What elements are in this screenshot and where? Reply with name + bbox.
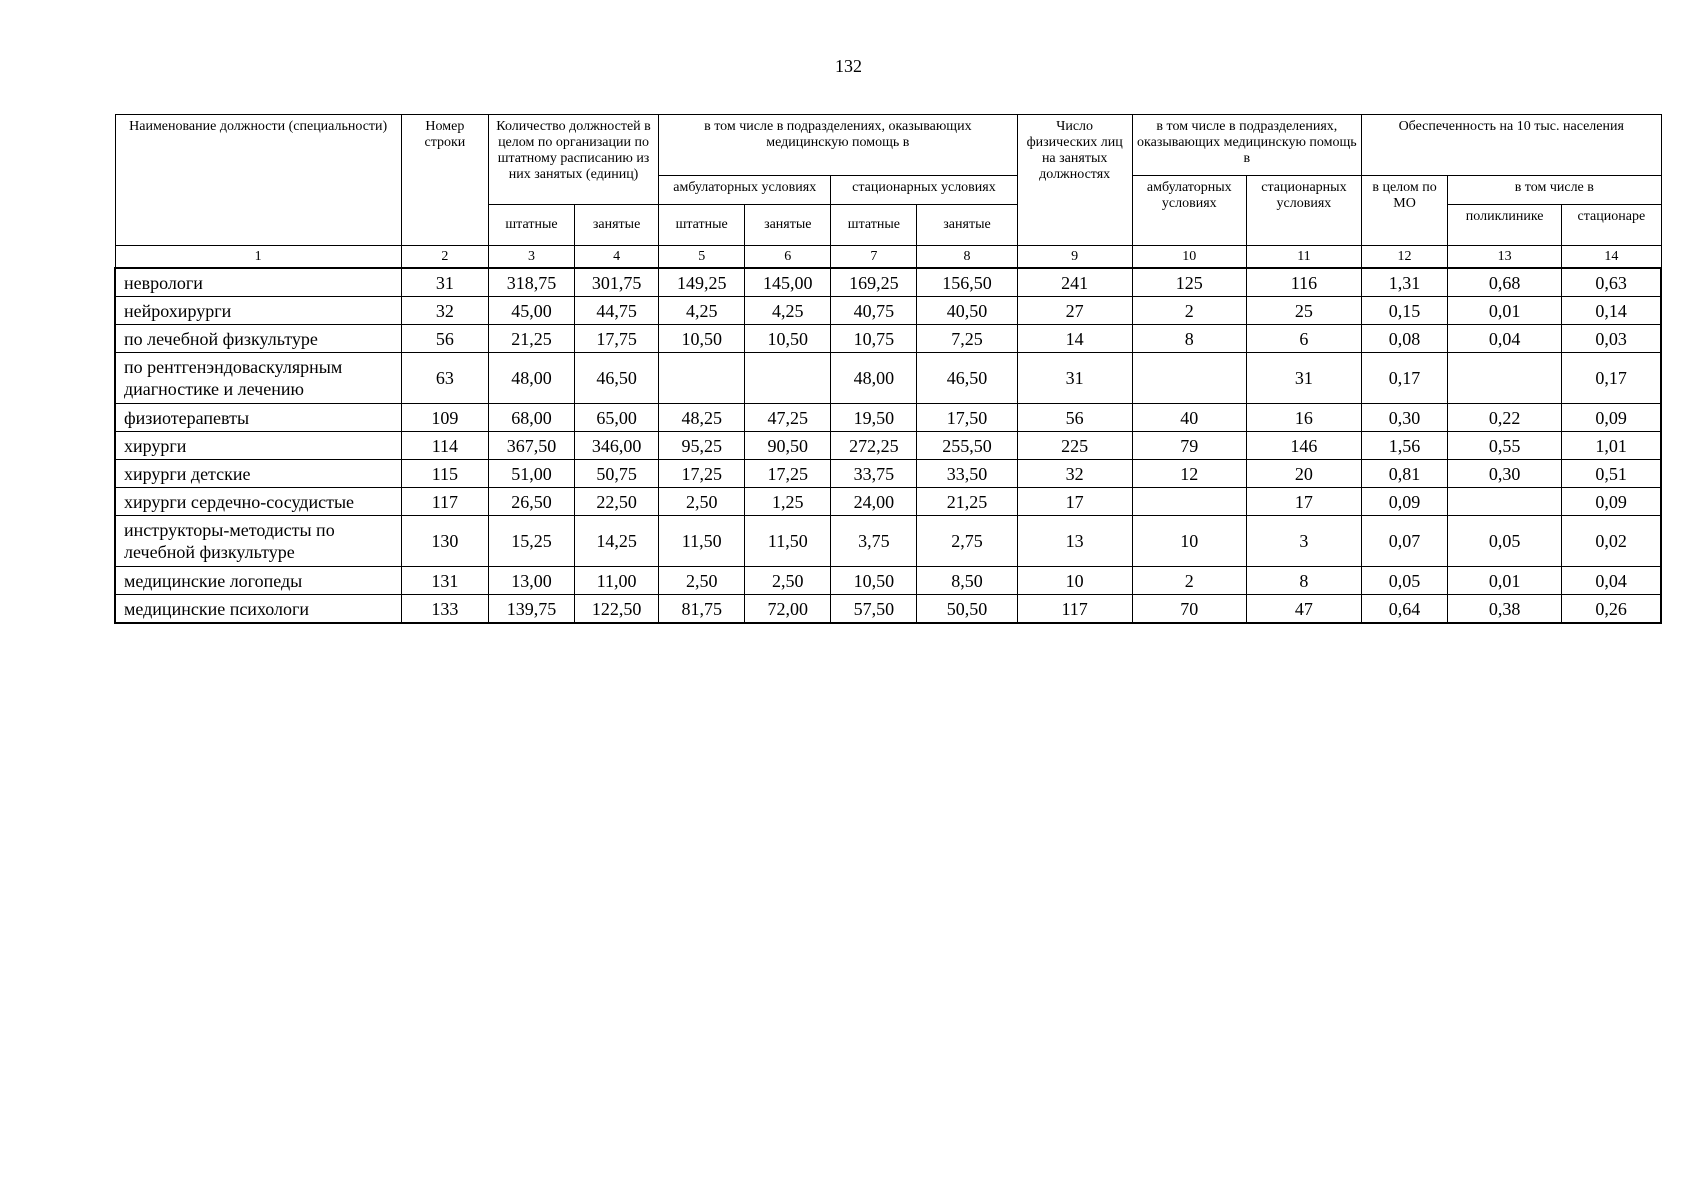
table-cell: 0,51 — [1562, 460, 1661, 488]
table-cell: 130 — [401, 516, 488, 567]
table-cell: 46,50 — [575, 353, 659, 404]
position-name: по рентгенэндоваскулярным диагностике и лечению — [115, 353, 401, 404]
table-cell: 27 — [1017, 297, 1132, 325]
table-cell: 12 — [1132, 460, 1246, 488]
table-cell: 117 — [401, 488, 488, 516]
column-numbers-row — [115, 246, 1661, 269]
table-row — [115, 516, 1661, 567]
table-cell: 17,25 — [745, 460, 831, 488]
table-cell: 301,75 — [575, 268, 659, 297]
table-cell: 0,30 — [1362, 404, 1448, 432]
table-cell: 81,75 — [659, 595, 745, 624]
table-cell: 6 — [1246, 325, 1361, 353]
table-cell: 0,30 — [1448, 460, 1562, 488]
table-cell: 68,00 — [488, 404, 574, 432]
table-cell: 14 — [1017, 325, 1132, 353]
table-cell: 2,50 — [659, 488, 745, 516]
header-occupied-total: занятые — [575, 205, 659, 246]
position-name: инструкторы-методисты по лечебной физкультуре — [115, 516, 401, 567]
table-cell: 72,00 — [745, 595, 831, 624]
column-number: 2 — [401, 246, 488, 269]
column-number: 9 — [1017, 246, 1132, 269]
staffing-table — [114, 114, 1662, 624]
table-cell: 346,00 — [575, 432, 659, 460]
table-cell: 33,75 — [831, 460, 917, 488]
table-cell: 0,09 — [1562, 404, 1661, 432]
table-row — [115, 404, 1661, 432]
table-cell: 1,25 — [745, 488, 831, 516]
header-ambulatory-2: амбулаторных условиях — [1132, 176, 1246, 246]
table-cell: 0,63 — [1562, 268, 1661, 297]
table-cell: 0,01 — [1448, 297, 1562, 325]
table-cell: 48,00 — [488, 353, 574, 404]
table-cell: 0,17 — [1562, 353, 1661, 404]
column-number: 6 — [745, 246, 831, 269]
table-cell: 15,25 — [488, 516, 574, 567]
table-body — [115, 268, 1661, 623]
position-name: хирурги детские — [115, 460, 401, 488]
table-cell: 115 — [401, 460, 488, 488]
table-cell: 16 — [1246, 404, 1361, 432]
position-name: хирурги сердечно-сосудистые — [115, 488, 401, 516]
table-cell: 50,75 — [575, 460, 659, 488]
table-cell: 31 — [1017, 353, 1132, 404]
table-cell: 0,09 — [1562, 488, 1661, 516]
table-cell: 125 — [1132, 268, 1246, 297]
header-staff-stationary: штатные — [831, 205, 917, 246]
header-provision: Обеспеченность на 10 тыс. населения — [1362, 115, 1662, 176]
table-cell: 47 — [1246, 595, 1361, 624]
table-cell: 57,50 — [831, 595, 917, 624]
header-stationary-2: стационарных условиях — [1246, 176, 1361, 246]
table-cell: 22,50 — [575, 488, 659, 516]
table-cell: 367,50 — [488, 432, 574, 460]
table-row — [115, 488, 1661, 516]
table-cell: 0,05 — [1448, 516, 1562, 567]
page-number: 132 — [835, 56, 862, 76]
table-cell: 17 — [1017, 488, 1132, 516]
table-cell: 0,09 — [1362, 488, 1448, 516]
table-cell: 3,75 — [831, 516, 917, 567]
table-cell: 10 — [1017, 567, 1132, 595]
table-cell: 0,05 — [1362, 567, 1448, 595]
table-cell: 169,25 — [831, 268, 917, 297]
table-cell: 139,75 — [488, 595, 574, 624]
table-cell: 133 — [401, 595, 488, 624]
table-cell: 48,25 — [659, 404, 745, 432]
table-cell: 7,25 — [917, 325, 1017, 353]
table-cell: 26,50 — [488, 488, 574, 516]
header-staff-ambulatory: штатные — [659, 205, 745, 246]
table-row — [115, 297, 1661, 325]
table-cell: 0,14 — [1562, 297, 1661, 325]
column-number: 3 — [488, 246, 574, 269]
table-cell: 116 — [1246, 268, 1361, 297]
table-cell: 70 — [1132, 595, 1246, 624]
table-cell: 8 — [1132, 325, 1246, 353]
table-cell: 31 — [401, 268, 488, 297]
table-cell: 0,64 — [1362, 595, 1448, 624]
table-cell: 3 — [1246, 516, 1361, 567]
table-cell: 95,25 — [659, 432, 745, 460]
table-cell: 156,50 — [917, 268, 1017, 297]
table-cell: 0,26 — [1562, 595, 1661, 624]
table-cell: 13 — [1017, 516, 1132, 567]
table-cell: 32 — [1017, 460, 1132, 488]
table-cell: 10,50 — [831, 567, 917, 595]
header-ambulatory: амбулаторных условиях — [659, 176, 831, 205]
column-number: 12 — [1362, 246, 1448, 269]
table-cell: 149,25 — [659, 268, 745, 297]
table-cell: 56 — [401, 325, 488, 353]
table-cell: 47,25 — [745, 404, 831, 432]
table-cell: 1,01 — [1562, 432, 1661, 460]
table-cell: 32 — [401, 297, 488, 325]
table-cell: 51,00 — [488, 460, 574, 488]
header-hospital: стационаре — [1562, 205, 1661, 246]
table-row — [115, 353, 1661, 404]
table-cell: 0,55 — [1448, 432, 1562, 460]
column-number: 1 — [115, 246, 401, 269]
position-name: по лечебной физкультуре — [115, 325, 401, 353]
table-cell — [1448, 488, 1562, 516]
table-cell: 10,50 — [745, 325, 831, 353]
table-cell: 17,75 — [575, 325, 659, 353]
table-cell: 40,75 — [831, 297, 917, 325]
table-cell: 4,25 — [745, 297, 831, 325]
table-cell: 2,75 — [917, 516, 1017, 567]
table-cell: 45,00 — [488, 297, 574, 325]
header-position-name: Наименование должности (специальности) — [115, 115, 401, 246]
table-cell: 122,50 — [575, 595, 659, 624]
table-row — [115, 460, 1661, 488]
position-name: неврологи — [115, 268, 401, 297]
table-cell: 65,00 — [575, 404, 659, 432]
table-cell: 11,00 — [575, 567, 659, 595]
table-cell — [1448, 353, 1562, 404]
table-cell: 0,04 — [1448, 325, 1562, 353]
table-cell: 25 — [1246, 297, 1361, 325]
table-row — [115, 325, 1661, 353]
table-cell: 225 — [1017, 432, 1132, 460]
table-cell: 10,75 — [831, 325, 917, 353]
table-cell: 318,75 — [488, 268, 574, 297]
table-cell: 117 — [1017, 595, 1132, 624]
position-name: нейрохирурги — [115, 297, 401, 325]
column-number: 10 — [1132, 246, 1246, 269]
table-cell: 90,50 — [745, 432, 831, 460]
table-cell: 8 — [1246, 567, 1361, 595]
table-cell: 31 — [1246, 353, 1361, 404]
table-cell — [659, 353, 745, 404]
table-cell: 1,31 — [1362, 268, 1448, 297]
table-cell: 11,50 — [659, 516, 745, 567]
position-name: медицинские логопеды — [115, 567, 401, 595]
position-name: физиотерапевты — [115, 404, 401, 432]
table-cell: 255,50 — [917, 432, 1017, 460]
header-staff-total: штатные — [488, 205, 574, 246]
column-number: 7 — [831, 246, 917, 269]
table-cell: 79 — [1132, 432, 1246, 460]
table-cell: 2,50 — [659, 567, 745, 595]
table-cell: 109 — [401, 404, 488, 432]
table-row — [115, 268, 1661, 297]
table-cell — [745, 353, 831, 404]
table-cell — [1132, 353, 1246, 404]
header-including: в том числе в — [1448, 176, 1661, 205]
column-number: 11 — [1246, 246, 1361, 269]
table-cell: 0,07 — [1362, 516, 1448, 567]
table-cell: 0,81 — [1362, 460, 1448, 488]
table-cell: 0,15 — [1362, 297, 1448, 325]
table-cell: 24,00 — [831, 488, 917, 516]
table-cell: 2 — [1132, 567, 1246, 595]
table-cell: 20 — [1246, 460, 1361, 488]
table-cell: 33,50 — [917, 460, 1017, 488]
header-occupied-stationary: занятые — [917, 205, 1017, 246]
column-number: 5 — [659, 246, 745, 269]
table-cell: 146 — [1246, 432, 1361, 460]
table-cell: 0,38 — [1448, 595, 1562, 624]
table-row — [115, 567, 1661, 595]
table-cell: 0,17 — [1362, 353, 1448, 404]
table-cell: 44,75 — [575, 297, 659, 325]
header-total-mo: в целом по МО — [1362, 176, 1448, 246]
table-cell: 46,50 — [917, 353, 1017, 404]
table-cell: 241 — [1017, 268, 1132, 297]
table-cell: 10,50 — [659, 325, 745, 353]
table-cell: 21,25 — [917, 488, 1017, 516]
header-occupied-ambulatory: занятые — [745, 205, 831, 246]
table-cell: 17 — [1246, 488, 1361, 516]
table-cell: 0,04 — [1562, 567, 1661, 595]
table-cell: 2 — [1132, 297, 1246, 325]
column-number: 14 — [1562, 246, 1661, 269]
table-cell: 0,22 — [1448, 404, 1562, 432]
column-number: 4 — [575, 246, 659, 269]
header-total-positions: Количество должностей в целом по организации по штатному расписанию из них занятых (единиц) — [488, 115, 658, 205]
table-row — [115, 595, 1661, 624]
table-row — [115, 432, 1661, 460]
header-physical-persons: Число физических лиц на занятых должностях — [1017, 115, 1132, 246]
table-cell: 17,25 — [659, 460, 745, 488]
table-cell: 40,50 — [917, 297, 1017, 325]
table-cell: 1,56 — [1362, 432, 1448, 460]
table-cell: 56 — [1017, 404, 1132, 432]
table-cell: 50,50 — [917, 595, 1017, 624]
table-cell: 21,25 — [488, 325, 574, 353]
table-cell: 48,00 — [831, 353, 917, 404]
table-cell: 145,00 — [745, 268, 831, 297]
column-number: 8 — [917, 246, 1017, 269]
table-cell: 17,50 — [917, 404, 1017, 432]
table-cell: 114 — [401, 432, 488, 460]
table-cell: 10 — [1132, 516, 1246, 567]
table-cell: 63 — [401, 353, 488, 404]
table-cell: 131 — [401, 567, 488, 595]
table-cell: 8,50 — [917, 567, 1017, 595]
table-cell: 0,68 — [1448, 268, 1562, 297]
header-polyclinic: поликлинике — [1448, 205, 1562, 246]
table-cell — [1132, 488, 1246, 516]
table-cell: 272,25 — [831, 432, 917, 460]
table-cell: 0,03 — [1562, 325, 1661, 353]
table-cell: 14,25 — [575, 516, 659, 567]
table-cell: 13,00 — [488, 567, 574, 595]
table-cell: 0,08 — [1362, 325, 1448, 353]
column-number: 13 — [1448, 246, 1562, 269]
table-cell: 2,50 — [745, 567, 831, 595]
table-cell: 40 — [1132, 404, 1246, 432]
table-cell: 0,02 — [1562, 516, 1661, 567]
position-name: хирурги — [115, 432, 401, 460]
position-name: медицинские психологи — [115, 595, 401, 624]
table-cell: 19,50 — [831, 404, 917, 432]
header-line-number: Номер строки — [401, 115, 488, 246]
header-stationary: стационарных условиях — [831, 176, 1017, 205]
table-cell: 4,25 — [659, 297, 745, 325]
table-cell: 11,50 — [745, 516, 831, 567]
header-incl-units: в том числе в подразделениях, оказывающих медицинскую помощь в — [659, 115, 1017, 176]
header-incl-units-2: в том числе в подразделениях, оказывающих медицинскую помощь в — [1132, 115, 1361, 176]
table-cell: 0,01 — [1448, 567, 1562, 595]
